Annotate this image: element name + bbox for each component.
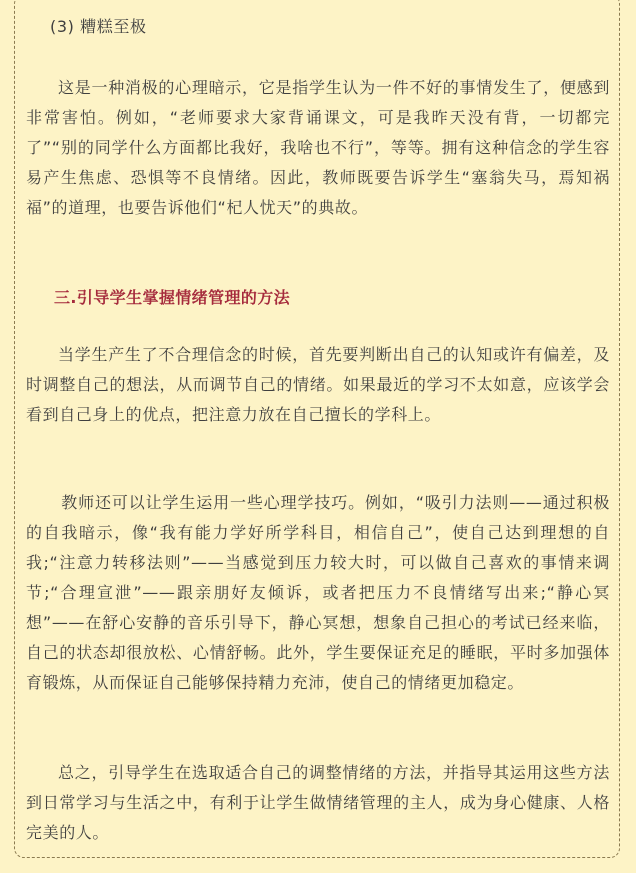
- subheading: (3) 糟糕至极: [50, 17, 147, 36]
- paragraph-psychology-techniques: 教师还可以让学生运用一些心理学技巧。例如，“吸引力法则——通过积极的自我暗示，像“我有能力学好所学科目，相信自己”，使自己达到理想的自我;“注意力转移法则”——当感觉到压力较大时，可以做自己喜欢的事情来调节;“合理宣泄”——跟亲朋好友倾诉，或者把压力不良情绪写出来;“静心冥想”——在舒心安静的音乐引导下，静心冥想，想象自己担心的考试已经来临，自己的状态却很放松、心情舒畅。此外，学生要保证充足的睡眠，平时多加强体育锻炼，从而保证自己能够保持精力充沛，使自己的情绪更加稳定。: [26, 493, 610, 692]
- paragraph-negative-suggestion: 这是一种消极的心理暗示，它是指学生认为一件不好的事情发生了，便感到非常害怕。例如，“老师要求大家背诵课文，可是我昨天没有背，一切都完了”“别的同学什么方面都比我好，我啥也不行”，等等。拥有这种信念的学生容易产生焦虑、恐惧等不良情绪。因此，教师既要告诉学生“塞翁失马，焉知祸福”的道理，也要告诉他们“杞人忧天”的典故。: [26, 78, 610, 217]
- section-heading: 三.引导学生掌握情绪管理的方法: [54, 288, 291, 307]
- paragraph-conclusion: 总之，引导学生在选取适合自己的调整情绪的方法，并指导其运用这些方法到日常学习与生活之中，有利于让学生做情绪管理的主人，成为身心健康、人格完美的人。: [26, 763, 610, 842]
- paragraph-adjust-beliefs: 当学生产生了不合理信念的时候，首先要判断出自己的认知或许有偏差，及时调整自己的想法，从而调节自己的情绪。如果最近的学习不太如意，应该学会看到自己身上的优点，把注意力放在自己擅长的学科上。: [26, 345, 610, 424]
